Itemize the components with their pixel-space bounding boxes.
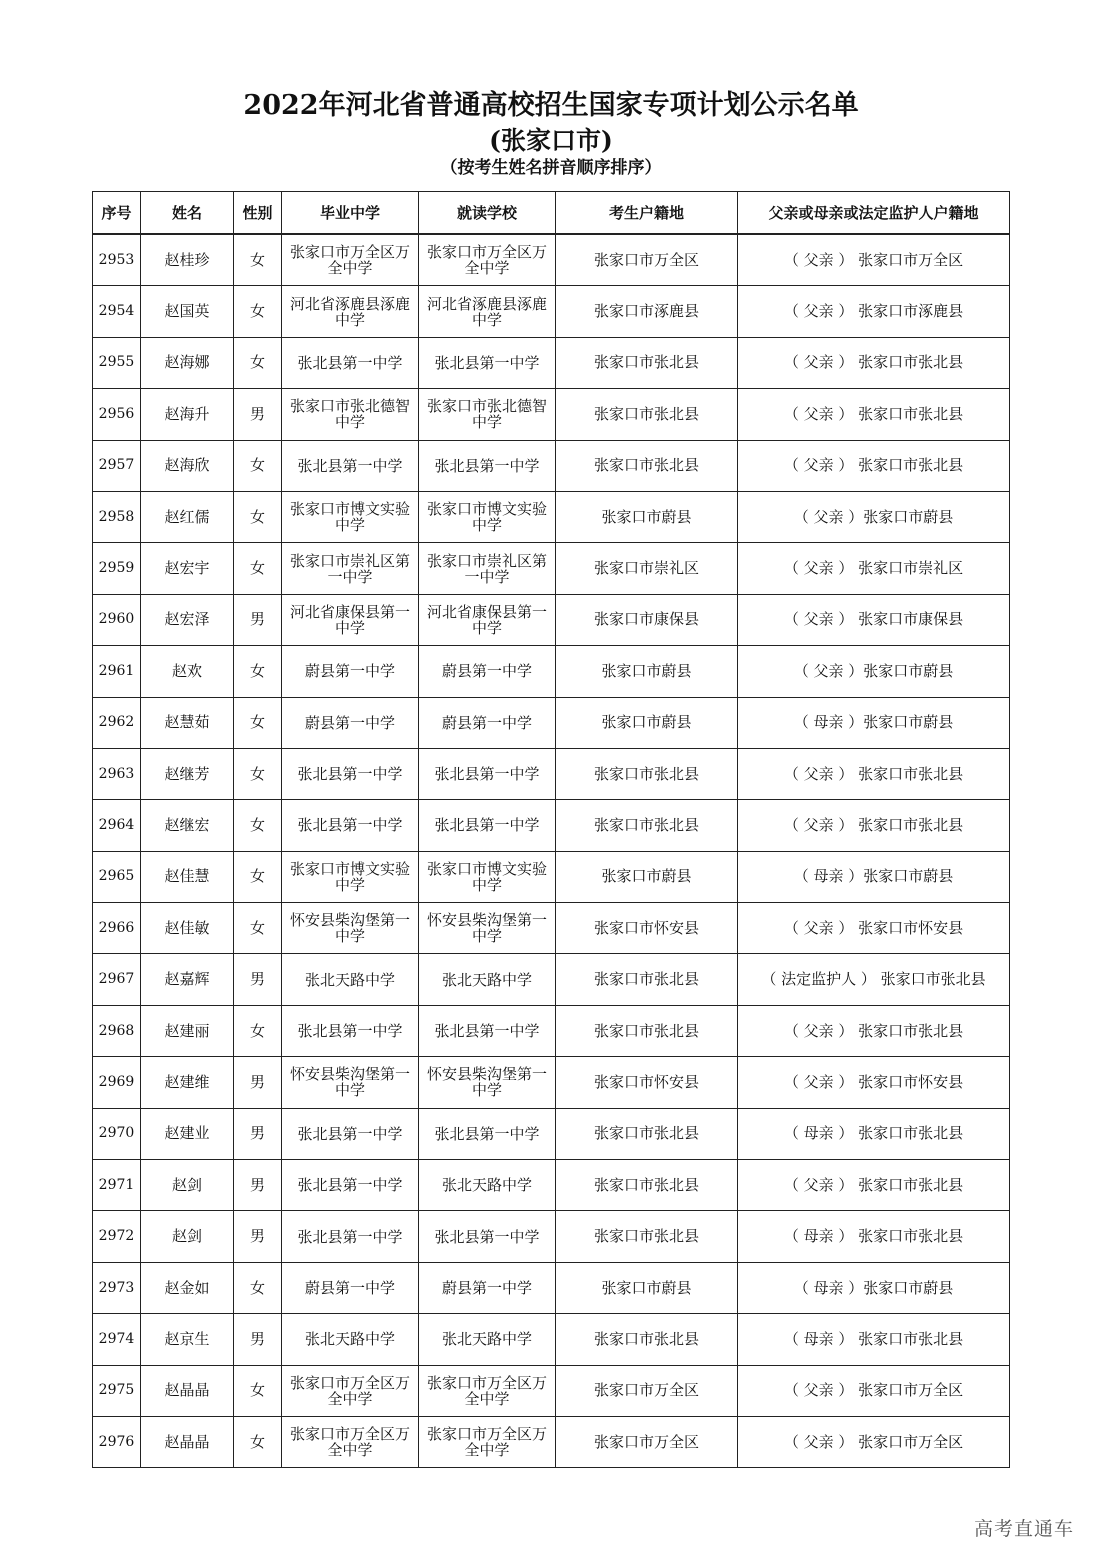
cell-name: 赵晶晶 — [141, 1365, 234, 1416]
cell-graduation-school: 张北天路中学 — [282, 1314, 419, 1365]
table-row — [93, 646, 1010, 697]
cell-name: 赵国英 — [141, 286, 234, 337]
cell-current-school: 张家口市万全区万全中学 — [419, 1365, 556, 1416]
table-row — [93, 800, 1010, 851]
cell-candidate-residence: 张家口市怀安县 — [556, 903, 738, 954]
cell-name: 赵海欣 — [141, 440, 234, 491]
cell-current-school: 张北天路中学 — [419, 954, 556, 1005]
cell-current-school: 怀安县柴沟堡第一中学 — [419, 903, 556, 954]
cell-parent-residence: （ 母亲 ） 张家口市张北县 — [738, 1314, 1010, 1365]
cell-name: 赵宏泽 — [141, 594, 234, 645]
cell-gender: 女 — [234, 903, 282, 954]
header-row — [93, 192, 1010, 235]
table-row — [93, 1108, 1010, 1159]
cell-current-school: 张北县第一中学 — [419, 1211, 556, 1262]
table-row — [93, 1211, 1010, 1262]
table-row — [93, 491, 1010, 542]
cell-gender: 女 — [234, 851, 282, 902]
cell-seq: 2961 — [93, 646, 141, 697]
table-row — [93, 1005, 1010, 1056]
table-row — [93, 954, 1010, 1005]
cell-candidate-residence: 张家口市张北县 — [556, 1314, 738, 1365]
cell-seq: 2970 — [93, 1108, 141, 1159]
cell-name: 赵建维 — [141, 1057, 234, 1108]
cell-candidate-residence: 张家口市康保县 — [556, 594, 738, 645]
cell-candidate-residence: 张家口市蔚县 — [556, 851, 738, 902]
cell-current-school: 蔚县第一中学 — [419, 646, 556, 697]
cell-name: 赵嘉辉 — [141, 954, 234, 1005]
cell-name: 赵桂珍 — [141, 234, 234, 286]
cell-name: 赵继宏 — [141, 800, 234, 851]
cell-parent-residence: （ 父亲 ） 张家口市万全区 — [738, 1365, 1010, 1416]
table-row — [93, 1262, 1010, 1313]
cell-current-school: 张北县第一中学 — [419, 800, 556, 851]
cell-candidate-residence: 张家口市涿鹿县 — [556, 286, 738, 337]
cell-seq: 2956 — [93, 389, 141, 440]
table-row — [93, 594, 1010, 645]
cell-parent-residence: （ 母亲 ）张家口市蔚县 — [738, 697, 1010, 748]
cell-graduation-school: 张家口市博文实验中学 — [282, 851, 419, 902]
table-row — [93, 389, 1010, 440]
header-gender: 性别 — [234, 192, 282, 235]
cell-name: 赵海娜 — [141, 337, 234, 388]
table-row — [93, 337, 1010, 388]
cell-seq: 2971 — [93, 1160, 141, 1211]
cell-current-school: 张北县第一中学 — [419, 337, 556, 388]
cell-current-school: 张北天路中学 — [419, 1160, 556, 1211]
cell-parent-residence: （ 母亲 ）张家口市蔚县 — [738, 1262, 1010, 1313]
cell-graduation-school: 张北县第一中学 — [282, 800, 419, 851]
cell-graduation-school: 河北省涿鹿县涿鹿中学 — [282, 286, 419, 337]
cell-parent-residence: （ 法定监护人 ） 张家口市张北县 — [738, 954, 1010, 1005]
cell-candidate-residence: 张家口市张北县 — [556, 1160, 738, 1211]
table-row — [93, 1057, 1010, 1108]
table-row — [93, 1314, 1010, 1365]
cell-gender: 女 — [234, 1416, 282, 1467]
table-row — [93, 851, 1010, 902]
cell-gender: 男 — [234, 1314, 282, 1365]
cell-graduation-school: 张北县第一中学 — [282, 440, 419, 491]
cell-name: 赵宏宇 — [141, 543, 234, 594]
cell-seq: 2965 — [93, 851, 141, 902]
cell-name: 赵建业 — [141, 1108, 234, 1159]
cell-parent-residence: （ 父亲 ） 张家口市康保县 — [738, 594, 1010, 645]
cell-gender: 男 — [234, 594, 282, 645]
cell-seq: 2960 — [93, 594, 141, 645]
watermark-text: 高考直通车 — [973, 1518, 1074, 1540]
cell-current-school: 蔚县第一中学 — [419, 697, 556, 748]
cell-candidate-residence: 张家口市万全区 — [556, 234, 738, 286]
cell-current-school: 张北县第一中学 — [419, 748, 556, 799]
cell-current-school: 张北县第一中学 — [419, 1108, 556, 1159]
cell-candidate-residence: 张家口市张北县 — [556, 748, 738, 799]
header-graduation-school: 毕业中学 — [282, 192, 419, 235]
cell-name: 赵晶晶 — [141, 1416, 234, 1467]
cell-seq: 2969 — [93, 1057, 141, 1108]
cell-seq: 2954 — [93, 286, 141, 337]
cell-gender: 女 — [234, 337, 282, 388]
cell-candidate-residence: 张家口市蔚县 — [556, 697, 738, 748]
cell-seq: 2962 — [93, 697, 141, 748]
cell-graduation-school: 张北县第一中学 — [282, 1160, 419, 1211]
cell-candidate-residence: 张家口市张北县 — [556, 389, 738, 440]
cell-parent-residence: （ 父亲 ） 张家口市张北县 — [738, 337, 1010, 388]
cell-parent-residence: （ 父亲 ）张家口市蔚县 — [738, 646, 1010, 697]
cell-gender: 男 — [234, 389, 282, 440]
cell-graduation-school: 张北县第一中学 — [282, 748, 419, 799]
cell-parent-residence: （ 父亲 ） 张家口市张北县 — [738, 389, 1010, 440]
table-row — [93, 1416, 1010, 1467]
cell-candidate-residence: 张家口市张北县 — [556, 1005, 738, 1056]
cell-gender: 男 — [234, 1057, 282, 1108]
cell-seq: 2964 — [93, 800, 141, 851]
cell-seq: 2967 — [93, 954, 141, 1005]
cell-current-school: 张家口市博文实验中学 — [419, 851, 556, 902]
cell-name: 赵欢 — [141, 646, 234, 697]
cell-graduation-school: 张家口市万全区万全中学 — [282, 234, 419, 286]
cell-graduation-school: 张家口市博文实验中学 — [282, 491, 419, 542]
cell-gender: 女 — [234, 748, 282, 799]
cell-seq: 2958 — [93, 491, 141, 542]
cell-parent-residence: （ 父亲 ） 张家口市张北县 — [738, 440, 1010, 491]
cell-parent-residence: （ 父亲 ） 张家口市万全区 — [738, 1416, 1010, 1467]
cell-parent-residence: （ 母亲 ） 张家口市张北县 — [738, 1108, 1010, 1159]
cell-graduation-school: 蔚县第一中学 — [282, 697, 419, 748]
cell-seq: 2959 — [93, 543, 141, 594]
cell-seq: 2975 — [93, 1365, 141, 1416]
cell-name: 赵慧茹 — [141, 697, 234, 748]
cell-current-school: 怀安县柴沟堡第一中学 — [419, 1057, 556, 1108]
cell-gender: 女 — [234, 234, 282, 286]
cell-candidate-residence: 张家口市万全区 — [556, 1365, 738, 1416]
cell-name: 赵金如 — [141, 1262, 234, 1313]
cell-name: 赵剑 — [141, 1211, 234, 1262]
cell-current-school: 张家口市博文实验中学 — [419, 491, 556, 542]
cell-gender: 女 — [234, 1262, 282, 1313]
cell-current-school: 张北县第一中学 — [419, 440, 556, 491]
cell-gender: 女 — [234, 1365, 282, 1416]
cell-parent-residence: （ 父亲 ） 张家口市张北县 — [738, 748, 1010, 799]
cell-seq: 2974 — [93, 1314, 141, 1365]
cell-name: 赵建丽 — [141, 1005, 234, 1056]
cell-current-school: 张家口市崇礼区第一中学 — [419, 543, 556, 594]
cell-name: 赵红儒 — [141, 491, 234, 542]
cell-parent-residence: （ 父亲 ） 张家口市涿鹿县 — [738, 286, 1010, 337]
cell-graduation-school: 张北县第一中学 — [282, 337, 419, 388]
header-seq: 序号 — [93, 192, 141, 235]
cell-gender: 女 — [234, 543, 282, 594]
cell-parent-residence: （ 父亲 ） 张家口市怀安县 — [738, 903, 1010, 954]
cell-name: 赵京生 — [141, 1314, 234, 1365]
cell-gender: 女 — [234, 1005, 282, 1056]
cell-graduation-school: 张北县第一中学 — [282, 1108, 419, 1159]
cell-seq: 2966 — [93, 903, 141, 954]
cell-graduation-school: 蔚县第一中学 — [282, 1262, 419, 1313]
cell-candidate-residence: 张家口市蔚县 — [556, 646, 738, 697]
header-parent-residence: 父亲或母亲或法定监护人户籍地 — [738, 192, 1010, 235]
cell-current-school: 张家口市万全区万全中学 — [419, 1416, 556, 1467]
cell-parent-residence: （ 母亲 ）张家口市蔚县 — [738, 851, 1010, 902]
cell-current-school: 张北天路中学 — [419, 1314, 556, 1365]
cell-name: 赵佳慧 — [141, 851, 234, 902]
cell-seq: 2957 — [93, 440, 141, 491]
cell-seq: 2973 — [93, 1262, 141, 1313]
cell-parent-residence: （ 母亲 ） 张家口市张北县 — [738, 1211, 1010, 1262]
document-title: 2022年河北省普通高校招生国家专项计划公示名单 — [243, 90, 859, 121]
cell-gender: 女 — [234, 646, 282, 697]
cell-candidate-residence: 张家口市蔚县 — [556, 491, 738, 542]
cell-name: 赵剑 — [141, 1160, 234, 1211]
cell-parent-residence: （ 父亲 ） 张家口市怀安县 — [738, 1057, 1010, 1108]
cell-parent-residence: （ 父亲 ） 张家口市张北县 — [738, 800, 1010, 851]
cell-graduation-school: 河北省康保县第一中学 — [282, 594, 419, 645]
cell-current-school: 河北省康保县第一中学 — [419, 594, 556, 645]
cell-seq: 2976 — [93, 1416, 141, 1467]
cell-seq: 2972 — [93, 1211, 141, 1262]
cell-candidate-residence: 张家口市蔚县 — [556, 1262, 738, 1313]
cell-current-school: 张家口市万全区万全中学 — [419, 234, 556, 286]
table-row — [93, 748, 1010, 799]
cell-parent-residence: （ 父亲 ） 张家口市张北县 — [738, 1005, 1010, 1056]
table-row — [93, 1365, 1010, 1416]
cell-graduation-school: 张家口市万全区万全中学 — [282, 1416, 419, 1467]
table-row — [93, 697, 1010, 748]
header-name: 姓名 — [141, 192, 234, 235]
cell-candidate-residence: 张家口市张北县 — [556, 337, 738, 388]
cell-graduation-school: 张北县第一中学 — [282, 1005, 419, 1056]
table-row — [93, 543, 1010, 594]
cell-candidate-residence: 张家口市万全区 — [556, 1416, 738, 1467]
cell-seq: 2953 — [93, 234, 141, 286]
cell-parent-residence: （ 父亲 ） 张家口市崇礼区 — [738, 543, 1010, 594]
cell-graduation-school: 怀安县柴沟堡第一中学 — [282, 1057, 419, 1108]
cell-gender: 女 — [234, 697, 282, 748]
table-row — [93, 1160, 1010, 1211]
table-row — [93, 286, 1010, 337]
cell-parent-residence: （ 父亲 ） 张家口市张北县 — [738, 1160, 1010, 1211]
cell-name: 赵佳敏 — [141, 903, 234, 954]
table-row — [93, 234, 1010, 286]
header-candidate-residence: 考生户籍地 — [556, 192, 738, 235]
cell-name: 赵海升 — [141, 389, 234, 440]
cell-graduation-school: 张家口市崇礼区第一中学 — [282, 543, 419, 594]
cell-gender: 男 — [234, 1160, 282, 1211]
cell-gender: 女 — [234, 286, 282, 337]
cell-graduation-school: 蔚县第一中学 — [282, 646, 419, 697]
cell-candidate-residence: 张家口市张北县 — [556, 1108, 738, 1159]
cell-current-school: 蔚县第一中学 — [419, 1262, 556, 1313]
header-current-school: 就读学校 — [419, 192, 556, 235]
cell-parent-residence: （ 父亲 ） 张家口市万全区 — [738, 234, 1010, 286]
cell-candidate-residence: 张家口市崇礼区 — [556, 543, 738, 594]
cell-graduation-school: 张北县第一中学 — [282, 1211, 419, 1262]
document-subtitle: (张家口市) — [489, 126, 613, 155]
cell-current-school: 河北省涿鹿县涿鹿中学 — [419, 286, 556, 337]
cell-current-school: 张北县第一中学 — [419, 1005, 556, 1056]
cell-name: 赵继芳 — [141, 748, 234, 799]
roster-table — [92, 191, 1010, 1468]
cell-candidate-residence: 张家口市张北县 — [556, 440, 738, 491]
table-row — [93, 440, 1010, 491]
cell-seq: 2968 — [93, 1005, 141, 1056]
cell-gender: 男 — [234, 954, 282, 1005]
cell-candidate-residence: 张家口市张北县 — [556, 800, 738, 851]
cell-seq: 2963 — [93, 748, 141, 799]
sort-note: （按考生姓名拼音顺序排序） — [440, 158, 662, 178]
cell-candidate-residence: 张家口市怀安县 — [556, 1057, 738, 1108]
cell-gender: 男 — [234, 1211, 282, 1262]
cell-current-school: 张家口市张北德智中学 — [419, 389, 556, 440]
table-row — [93, 903, 1010, 954]
cell-seq: 2955 — [93, 337, 141, 388]
cell-gender: 男 — [234, 1108, 282, 1159]
cell-candidate-residence: 张家口市张北县 — [556, 1211, 738, 1262]
cell-parent-residence: （ 父亲 ）张家口市蔚县 — [738, 491, 1010, 542]
cell-candidate-residence: 张家口市张北县 — [556, 954, 738, 1005]
cell-gender: 女 — [234, 491, 282, 542]
cell-graduation-school: 张家口市张北德智中学 — [282, 389, 419, 440]
cell-graduation-school: 张北天路中学 — [282, 954, 419, 1005]
cell-gender: 女 — [234, 440, 282, 491]
cell-graduation-school: 张家口市万全区万全中学 — [282, 1365, 419, 1416]
cell-graduation-school: 怀安县柴沟堡第一中学 — [282, 903, 419, 954]
cell-gender: 女 — [234, 800, 282, 851]
